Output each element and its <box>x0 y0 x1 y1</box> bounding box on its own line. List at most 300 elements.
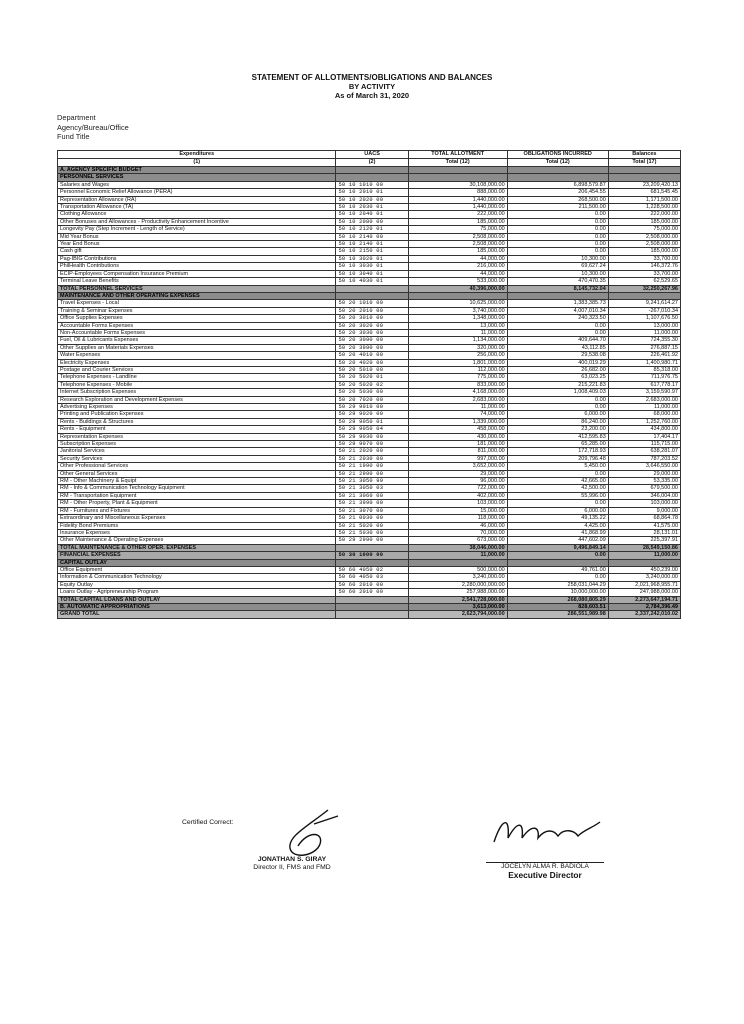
right-signatory-name: JOCELYN ALMA R. BADIOLA <box>486 862 604 871</box>
row-label: Loans Outlay - Agripreneurship Program <box>58 589 336 596</box>
row-label: Information & Communication Technology <box>58 574 336 581</box>
row-label: Office Supplies Expenses <box>58 315 336 322</box>
row-allotment: 4,168,000.00 <box>408 389 507 396</box>
row-uacs <box>336 596 408 603</box>
row-allotment: 70,000.00 <box>408 529 507 536</box>
row-balance: 434,800.00 <box>608 426 680 433</box>
row-obligation: 8,145,732.04 <box>507 285 608 292</box>
row-uacs: 50 10 2140 01 <box>336 241 408 248</box>
row-obligation: 268,500.00 <box>507 196 608 203</box>
row-obligation: 26,682.00 <box>507 366 608 373</box>
row-label: Terminal Leave Benefits <box>58 278 336 285</box>
row-allotment: 3,740,000.00 <box>408 307 507 314</box>
row-uacs: 50 20 4010 00 <box>336 352 408 359</box>
row-allotment: 29,000.00 <box>408 470 507 477</box>
row-uacs <box>336 603 408 610</box>
section-row <box>58 603 681 610</box>
row-label: Training & Seminar Expenses <box>58 307 336 314</box>
row-obligation <box>507 292 608 299</box>
right-signatory <box>486 862 604 879</box>
row-obligation: 0.00 <box>507 500 608 507</box>
row-obligation: 0.00 <box>507 404 608 411</box>
row-obligation: 69,627.24 <box>507 263 608 270</box>
col-uacs-no: (2) <box>336 159 408 167</box>
row-balance <box>608 559 680 566</box>
row-uacs: 50 21 5030 00 <box>336 529 408 536</box>
row-label: Transportation Allowance (TA) <box>58 204 336 211</box>
row-allotment: 118,000.00 <box>408 515 507 522</box>
row-balance: 2,273,647,194.71 <box>608 596 680 603</box>
row-obligation: 6,000.00 <box>507 507 608 514</box>
row-label: Year End Bonus <box>58 241 336 248</box>
table-row <box>58 581 681 588</box>
row-obligation: 4,007,010.34 <box>507 307 608 314</box>
row-allotment: 13,000.00 <box>408 322 507 329</box>
row-balance: 1,107,676.50 <box>608 315 680 322</box>
row-balance: 222,000.00 <box>608 211 680 218</box>
row-allotment: 256,000.00 <box>408 352 507 359</box>
left-signatory <box>232 856 352 872</box>
row-uacs <box>336 167 408 174</box>
row-balance: 11,000.00 <box>608 404 680 411</box>
row-obligation: 55,996.00 <box>507 492 608 499</box>
row-balance: 11,000.00 <box>608 552 680 559</box>
row-uacs: 50 21 2030 00 <box>336 455 408 462</box>
row-label: RM - Transportation Equipment <box>58 492 336 499</box>
table-row <box>58 189 681 196</box>
row-uacs: 50 29 9020 00 <box>336 411 408 418</box>
row-label: MAINTENANCE AND OTHER OPERATING EXPENSES <box>58 292 336 299</box>
row-obligation: 0.00 <box>507 218 608 225</box>
row-uacs: 50 10 4030 01 <box>336 278 408 285</box>
row-label: Other Bonuses and Allowances - Productivity Enhancement Incentive <box>58 218 336 225</box>
row-obligation: 828,603.51 <box>507 603 608 610</box>
row-allotment: 888,000.00 <box>408 189 507 196</box>
row-balance: 75,000.00 <box>608 226 680 233</box>
row-uacs: 50 10 3030 01 <box>336 263 408 270</box>
total-row <box>58 544 681 551</box>
row-obligation <box>507 167 608 174</box>
row-uacs: 50 20 5020 02 <box>336 381 408 388</box>
row-balance: 146,372.76 <box>608 263 680 270</box>
row-uacs: 50 21 3060 00 <box>336 492 408 499</box>
table-row <box>58 255 681 262</box>
row-uacs: 50 29 9050 04 <box>336 426 408 433</box>
row-balance: 9,000.00 <box>608 507 680 514</box>
row-balance: 247,988,000.00 <box>608 589 680 596</box>
row-allotment: 11,000.00 <box>408 329 507 336</box>
table-row <box>58 478 681 485</box>
row-uacs: 50 29 9010 00 <box>336 404 408 411</box>
table-row <box>58 507 681 514</box>
row-allotment: 222,000.00 <box>408 211 507 218</box>
row-uacs: 50 21 3990 00 <box>336 500 408 507</box>
row-obligation: 409,644.70 <box>507 337 608 344</box>
row-uacs <box>336 285 408 292</box>
row-label: FINANCIAL EXPENSES <box>58 552 336 559</box>
section-row <box>58 174 681 181</box>
row-balance: 33,700.00 <box>608 255 680 262</box>
row-balance: 3,159,590.97 <box>608 389 680 396</box>
table-row <box>58 500 681 507</box>
row-balance: 13,000.00 <box>608 322 680 329</box>
table-row <box>58 463 681 470</box>
row-obligation: 258,031,044.29 <box>507 581 608 588</box>
row-balance: 711,976.75 <box>608 374 680 381</box>
row-label: Water Expenses <box>58 352 336 359</box>
row-uacs <box>336 174 408 181</box>
row-uacs: 50 20 1010 00 <box>336 300 408 307</box>
row-obligation: 43,112.85 <box>507 344 608 351</box>
row-balance: 185,000.00 <box>608 248 680 255</box>
row-uacs: 50 20 7020 00 <box>336 396 408 403</box>
row-balance: 724,355.30 <box>608 337 680 344</box>
row-obligation: 6,898,579.87 <box>507 181 608 188</box>
table-row <box>58 204 681 211</box>
row-uacs <box>336 611 408 618</box>
row-obligation: 0.00 <box>507 329 608 336</box>
row-balance: 28,131.01 <box>608 529 680 536</box>
row-uacs: 50 20 3020 00 <box>336 322 408 329</box>
row-obligation: 412,595.83 <box>507 433 608 440</box>
table-row <box>58 374 681 381</box>
row-allotment: 320,000.00 <box>408 344 507 351</box>
row-label: Longevity Pay (Step Increment - Length of Service) <box>58 226 336 233</box>
row-label: Clothing Allowance <box>58 211 336 218</box>
row-balance: 85,318.00 <box>608 366 680 373</box>
report-meta <box>57 113 197 142</box>
table-row <box>58 529 681 536</box>
table-row <box>58 196 681 203</box>
row-uacs: 50 21 0030 00 <box>336 515 408 522</box>
row-balance: 450,239.00 <box>608 566 680 573</box>
row-balance: 225,397.91 <box>608 537 680 544</box>
row-allotment: 2,683,000.00 <box>408 396 507 403</box>
row-uacs: 50 60 2010 00 <box>336 581 408 588</box>
row-label: Representation Allowance (RA) <box>58 196 336 203</box>
row-allotment: 833,000.00 <box>408 381 507 388</box>
col-obligations: OBLIGATIONS INCURRED <box>507 151 608 159</box>
row-balance: 115,715.00 <box>608 441 680 448</box>
grand-total-row <box>58 611 681 618</box>
row-label: Cash gift <box>58 248 336 255</box>
table-row <box>58 359 681 366</box>
row-allotment <box>408 174 507 181</box>
row-uacs: 50 10 2020 00 <box>336 196 408 203</box>
agency-label: Agency/Bureau/Office <box>57 122 129 132</box>
table-row <box>58 322 681 329</box>
row-balance: 1,252,760.00 <box>608 418 680 425</box>
row-allotment <box>408 167 507 174</box>
row-balance: 679,500.00 <box>608 485 680 492</box>
row-obligation: 4,425.00 <box>507 522 608 529</box>
row-allotment: 103,000.00 <box>408 500 507 507</box>
row-allotment <box>408 559 507 566</box>
row-obligation: 286,551,989.98 <box>507 611 608 618</box>
row-allotment: 775,000.00 <box>408 374 507 381</box>
row-uacs: 50 10 2040 01 <box>336 211 408 218</box>
row-balance: 2,683,000.00 <box>608 396 680 403</box>
row-balance: 2,508,000.00 <box>608 233 680 240</box>
row-label: Travel Expenses - Local <box>58 300 336 307</box>
row-label: Postage and Courier Services <box>58 366 336 373</box>
row-label: Telephone Expenses - Landline <box>58 374 336 381</box>
row-uacs: 50 10 3020 01 <box>336 255 408 262</box>
row-label: Telephone Expenses - Mobile <box>58 381 336 388</box>
row-balance: -267,010.34 <box>608 307 680 314</box>
row-obligation: 0.00 <box>507 241 608 248</box>
table-row <box>58 233 681 240</box>
row-balance: 276,887.15 <box>608 344 680 351</box>
table-row <box>58 329 681 336</box>
row-uacs: 50 21 2990 00 <box>336 470 408 477</box>
row-allotment: 3,240,000.00 <box>408 574 507 581</box>
row-balance: 2,784,396.49 <box>608 603 680 610</box>
row-label: PERSONNEL SERVICES <box>58 174 336 181</box>
row-uacs: 50 29 9070 00 <box>336 441 408 448</box>
right-signature-icon <box>488 808 608 854</box>
row-balance: 1,228,500.00 <box>608 204 680 211</box>
table-row <box>58 344 681 351</box>
row-uacs: 50 30 1000 00 <box>336 552 408 559</box>
table-row <box>58 211 681 218</box>
table-row <box>58 566 681 573</box>
row-obligation: 240,323.50 <box>507 315 608 322</box>
row-label: Fidelity Bond Premiums <box>58 522 336 529</box>
row-balance: 23,209,420.13 <box>608 181 680 188</box>
table-row <box>58 263 681 270</box>
right-signatory-title: Executive Director <box>508 870 582 880</box>
row-balance: 29,000.00 <box>608 470 680 477</box>
row-allotment: 2,623,794,000.00 <box>408 611 507 618</box>
row-label: Printing and Publication Expenses <box>58 411 336 418</box>
row-allotment: 30,108,000.00 <box>408 181 507 188</box>
table-row <box>58 366 681 373</box>
row-allotment: 1,348,000.00 <box>408 315 507 322</box>
row-obligation: 10,000,000.00 <box>507 589 608 596</box>
table-row <box>58 181 681 188</box>
row-allotment: 533,000.00 <box>408 278 507 285</box>
row-obligation: 42,500.00 <box>507 485 608 492</box>
row-allotment: 2,508,000.00 <box>408 241 507 248</box>
table-row <box>58 418 681 425</box>
row-uacs: 50 20 4020 00 <box>336 359 408 366</box>
row-balance: 103,000.00 <box>608 500 680 507</box>
row-uacs: 50 20 3010 00 <box>336 315 408 322</box>
row-balance: 11,000.00 <box>608 329 680 336</box>
row-balance: 346,004.00 <box>608 492 680 499</box>
row-obligation: 29,538.08 <box>507 352 608 359</box>
row-allotment: 500,000.00 <box>408 566 507 573</box>
row-allotment: 1,440,000.00 <box>408 204 507 211</box>
table-row <box>58 241 681 248</box>
row-allotment: 3,613,000.00 <box>408 603 507 610</box>
row-uacs: 50 29 2990 00 <box>336 537 408 544</box>
row-uacs: 50 10 2030 01 <box>336 204 408 211</box>
row-label: Other General Services <box>58 470 336 477</box>
report-header <box>0 73 744 100</box>
row-allotment: 458,000.00 <box>408 426 507 433</box>
total-row <box>58 552 681 559</box>
row-uacs: 50 10 2080 00 <box>336 218 408 225</box>
table-row <box>58 300 681 307</box>
row-obligation: 23,200.00 <box>507 426 608 433</box>
row-allotment: 44,000.00 <box>408 270 507 277</box>
total-row <box>58 596 681 603</box>
left-signatory-name: JONATHAN S. GIRAY <box>257 856 327 863</box>
row-uacs <box>336 544 408 551</box>
table-row <box>58 396 681 403</box>
table-row <box>58 278 681 285</box>
row-label: Advertising Expenses <box>58 404 336 411</box>
row-balance <box>608 174 680 181</box>
row-uacs <box>336 292 408 299</box>
row-obligation: 1,383,385.73 <box>507 300 608 307</box>
row-obligation: 10,300.00 <box>507 270 608 277</box>
section-row <box>58 292 681 299</box>
row-allotment: 997,000.00 <box>408 455 507 462</box>
col-expenditures-no: (1) <box>58 159 336 167</box>
table-row <box>58 426 681 433</box>
col-obligations-sub: Total (12) <box>507 159 608 167</box>
row-label: Other Supplies an Materials Expenses <box>58 344 336 351</box>
table-row <box>58 574 681 581</box>
row-allotment: 185,000.00 <box>408 248 507 255</box>
table-row <box>58 218 681 225</box>
row-obligation: 206,454.55 <box>507 189 608 196</box>
row-uacs: 50 20 5010 00 <box>336 366 408 373</box>
row-allotment: 185,000.00 <box>408 218 507 225</box>
table-row <box>58 337 681 344</box>
row-uacs: 50 20 5030 00 <box>336 389 408 396</box>
row-obligation: 0.00 <box>507 226 608 233</box>
row-obligation: 0.00 <box>507 322 608 329</box>
row-balance: 681,545.45 <box>608 189 680 196</box>
row-label: Other Maintenance & Operating Expenses <box>58 537 336 544</box>
row-allotment: 216,000.00 <box>408 263 507 270</box>
row-allotment: 74,000.00 <box>408 411 507 418</box>
certified-label: Certified Correct: <box>182 819 234 826</box>
report-subtitle: BY ACTIVITY <box>348 82 396 91</box>
table-row <box>58 315 681 322</box>
row-allotment: 38,046,000.00 <box>408 544 507 551</box>
row-allotment: 181,000.00 <box>408 441 507 448</box>
row-label: Salaries and Wages <box>58 181 336 188</box>
row-label: Janitorial Services <box>58 448 336 455</box>
row-label: Security Services <box>58 455 336 462</box>
row-balance: 2,021,968,955.71 <box>608 581 680 588</box>
row-label: Insurance Expenses <box>58 529 336 536</box>
row-label: TOTAL PERSONNEL SERVICES <box>58 285 336 292</box>
table-row <box>58 307 681 314</box>
row-uacs: 50 10 2120 01 <box>336 226 408 233</box>
row-balance: 638,281.07 <box>608 448 680 455</box>
row-allotment: 3,652,000.00 <box>408 463 507 470</box>
section-row <box>58 559 681 566</box>
row-obligation: 49,135.22 <box>507 515 608 522</box>
row-balance: 68,000.00 <box>608 411 680 418</box>
row-allotment: 722,000.00 <box>408 485 507 492</box>
total-row <box>58 285 681 292</box>
row-allotment: 1,134,000.00 <box>408 337 507 344</box>
row-obligation: 5,450.00 <box>507 463 608 470</box>
row-balance <box>608 167 680 174</box>
col-balances-sub: Total (17) <box>608 159 680 167</box>
row-allotment: 402,000.00 <box>408 492 507 499</box>
row-allotment: 811,000.00 <box>408 448 507 455</box>
table-row <box>58 404 681 411</box>
row-obligation: 0.00 <box>507 470 608 477</box>
row-balance: 68,864.78 <box>608 515 680 522</box>
row-obligation: 0.00 <box>507 552 608 559</box>
row-uacs: 50 21 5020 00 <box>336 522 408 529</box>
row-label: Mid Year Bonus <box>58 233 336 240</box>
col-balances: Balances <box>608 151 680 159</box>
row-obligation: 63,023.25 <box>507 374 608 381</box>
row-obligation: 65,285.00 <box>507 441 608 448</box>
row-uacs: 50 20 5020 01 <box>336 374 408 381</box>
table-row <box>58 589 681 596</box>
row-allotment: 44,000.00 <box>408 255 507 262</box>
row-uacs: 50 60 4050 02 <box>336 566 408 573</box>
row-obligation: 0.00 <box>507 574 608 581</box>
left-signatory-title: Director II, FMS and FMD <box>253 864 331 871</box>
table-row <box>58 248 681 255</box>
row-uacs: 50 20 3990 00 <box>336 344 408 351</box>
row-obligation: 172,718.93 <box>507 448 608 455</box>
row-label: Pag-IBIG Contributions <box>58 255 336 262</box>
row-allotment: 1,801,000.00 <box>408 359 507 366</box>
row-obligation: 0.00 <box>507 211 608 218</box>
row-uacs: 50 20 2010 00 <box>336 307 408 314</box>
row-balance <box>608 292 680 299</box>
row-balance: 2,337,242,010.02 <box>608 611 680 618</box>
row-uacs: 50 21 2020 00 <box>336 448 408 455</box>
row-obligation: 215,221.83 <box>507 381 608 388</box>
row-label: CAPITAL OUTLAY <box>58 559 336 566</box>
row-allotment: 15,000.00 <box>408 507 507 514</box>
row-obligation: 0.00 <box>507 396 608 403</box>
row-allotment: 1,440,000.00 <box>408 196 507 203</box>
row-allotment: 430,000.00 <box>408 433 507 440</box>
row-balance: 41,575.00 <box>608 522 680 529</box>
table-row <box>58 448 681 455</box>
row-balance: 2,508,000.00 <box>608 241 680 248</box>
row-label: Rents - Equipment <box>58 426 336 433</box>
row-label: RM - Info & Communication Technology Equipment <box>58 485 336 492</box>
row-allotment: 11,000.00 <box>408 404 507 411</box>
row-uacs: 50 21 3050 99 <box>336 478 408 485</box>
row-label: Electricity Expenses <box>58 359 336 366</box>
row-uacs: 50 10 1010 00 <box>336 181 408 188</box>
fund-title-label: Fund Title <box>57 132 90 142</box>
row-uacs: 50 10 2150 01 <box>336 248 408 255</box>
row-allotment: 673,000.00 <box>408 537 507 544</box>
row-uacs: 50 29 9030 00 <box>336 433 408 440</box>
row-balance: 787,203.52 <box>608 455 680 462</box>
row-allotment: 257,988,000.00 <box>408 589 507 596</box>
row-label: Personnel Economic Relief Allowance (PERA) <box>58 189 336 196</box>
table-row <box>58 411 681 418</box>
row-uacs: 50 10 3040 01 <box>336 270 408 277</box>
row-obligation: 0.00 <box>507 233 608 240</box>
row-obligation: 9,496,849.14 <box>507 544 608 551</box>
col-uacs: UACS <box>336 151 408 159</box>
row-label: TOTAL MAINTENANCE & OTHER OPER. EXPENSES <box>58 544 336 551</box>
row-obligation: 1,008,409.03 <box>507 389 608 396</box>
row-obligation: 49,761.00 <box>507 566 608 573</box>
row-label: A. AGENCY SPECIFIC BUDGET <box>58 167 336 174</box>
